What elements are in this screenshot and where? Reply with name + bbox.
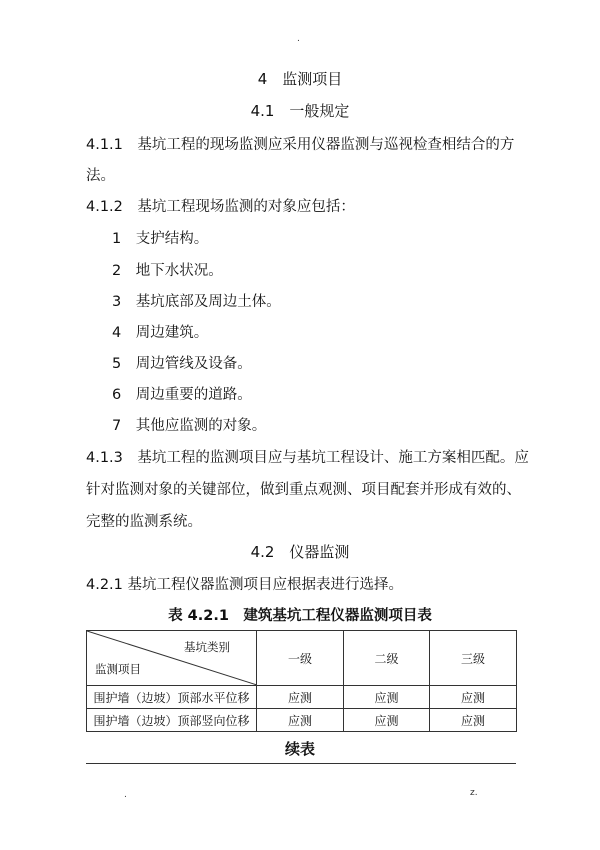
list-item: 2 地下水状况。 [112,263,223,279]
table-title: 表 4.2.1 建筑基坑工程仪器监测项目表 [168,608,432,624]
paragraph-4-1-1-line-2: 法。 [86,168,115,184]
subsection-title-4-2: 4.2 仪器监测 [250,543,350,561]
column-header: 二级 [344,631,430,686]
paragraph-4-1-3-line-2: 针对监测对象的关键部位，做到重点观测、项目配套并形成有效的、 [86,482,521,498]
diagonal-corner-cell [87,631,257,686]
table-cell: 应测 [344,709,430,732]
paragraph-4-1-3-line-3: 完整的监测系统。 [86,514,202,530]
table-cell: 应测 [257,709,344,732]
corner-label-item: 监测项目 [95,662,141,676]
column-header: 三级 [430,631,517,686]
row-item-label: 围护墙（边坡）顶部水平位移 [87,686,257,709]
footer-rule [86,763,516,764]
paragraph-4-1-1-line-1: 4.1.1 基坑工程的现场监测应采用仪器监测与巡视检查相结合的方 [86,137,515,153]
list-item: 7 其他应监测的对象。 [112,418,267,434]
footer-left-mark: . [124,790,127,800]
list-item: 6 周边重要的道路。 [112,387,252,403]
header-dot: . [297,34,300,44]
table-cell: 应测 [344,686,430,709]
list-item: 1 支护结构。 [112,231,209,247]
table-cell: 应测 [430,709,517,732]
monitoring-items-table [86,630,517,732]
row-item-label: 围护墙（边坡）顶部竖向位移 [87,709,257,732]
subsection-title: 4.1 一般规定 [250,102,350,120]
paragraph-4-1-2: 4.1.2 基坑工程现场监测的对象应包括： [86,199,355,215]
column-header: 一级 [257,631,344,686]
table-row [87,686,517,709]
list-item: 4 周边建筑。 [112,325,209,341]
continued-label: 续表 [284,740,315,758]
paragraph-4-1-3-line-1: 4.1.3 基坑工程的监测项目应与基坑工程设计、施工方案相匹配。应 [86,450,529,466]
section-title: 4 监测项目 [257,70,343,88]
list-item: 3 基坑底部及周边土体。 [112,294,281,310]
table-cell: 应测 [257,686,344,709]
list-item: 5 周边管线及设备。 [112,356,252,372]
paragraph-4-2-1: 4.2.1 基坑工程仪器监测项目应根据表进行选择。 [86,577,404,593]
corner-label-category: 基坑类别 [184,640,230,654]
table-header-row [87,631,517,686]
table-cell: 应测 [430,686,517,709]
footer-right-mark: z. [470,788,478,798]
table-row [87,709,517,732]
